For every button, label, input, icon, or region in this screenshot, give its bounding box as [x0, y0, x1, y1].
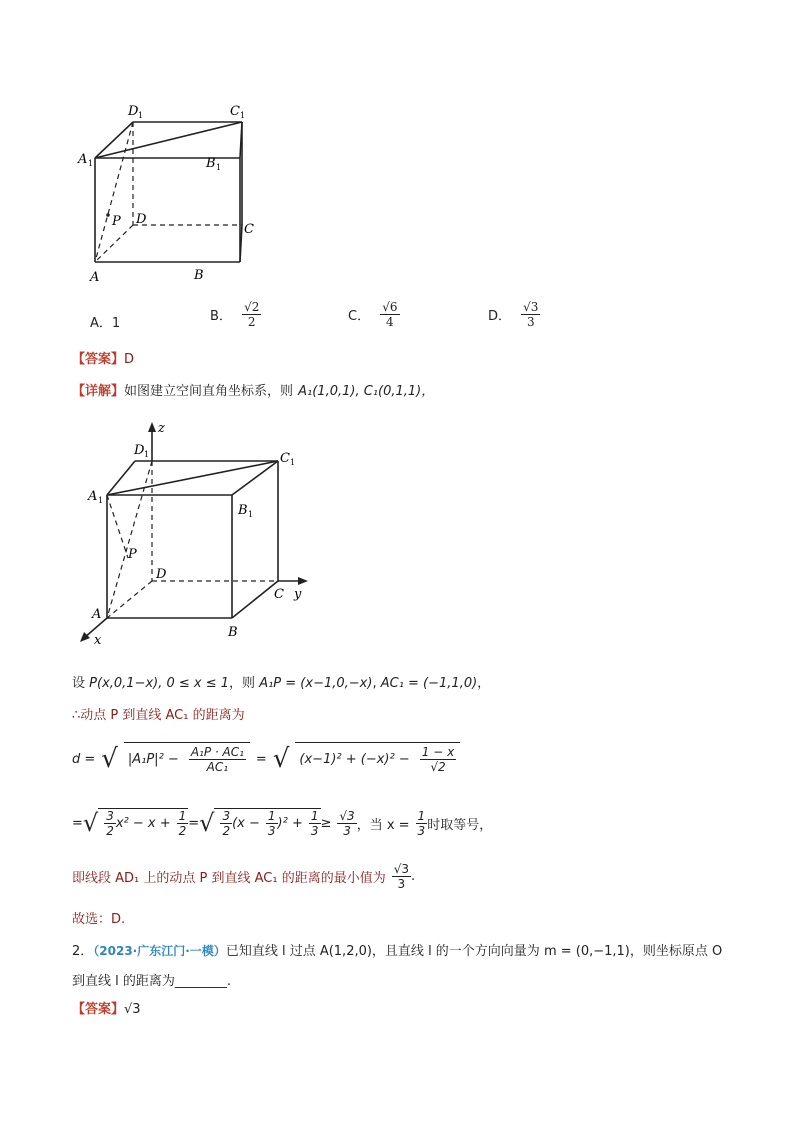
label2-B: B — [228, 625, 238, 640]
question-2-line2: 到直线 l 的距离为________. — [72, 974, 232, 989]
label-P: P — [112, 214, 121, 229]
label2-C: C — [274, 587, 284, 602]
label-B: B — [194, 268, 204, 283]
svg-text:1: 1 — [98, 496, 104, 505]
label2-A1: A — [88, 489, 98, 504]
label2-D: D — [156, 567, 167, 582]
label-C1: C — [230, 104, 240, 119]
svg-text:1: 1 — [216, 163, 222, 172]
choice-a[interactable]: A．1 — [90, 316, 121, 331]
label-A1: A — [78, 152, 88, 167]
svg-text:1: 1 — [88, 159, 94, 168]
detail-line: 【详解】如图建立空间直角坐标系，则 A₁(1,0,1), C₁(0,1,1)， — [72, 384, 435, 399]
label-D1: D — [128, 104, 139, 119]
question-2: 2．（2023·广东江门·一模）已知直线 l 过点 A(1,2,0)，且直线 l 的一个方向向量为 m = (0,−1,1)，则坐标原点 O — [72, 944, 723, 959]
formula-1: d = √ |A₁P|² − $\frac{\text{A₁P · AC₁}}{\text{AC₁}}$ = √ (x−1)² + (−x)² − $\frac{1 - x}{√2}$ — [72, 742, 460, 776]
conclusion: 即线段 AD₁ 上的动点 P 到直线 AC₁ 的距离的最小值为 $\frac{√3}{3}$ . — [72, 862, 416, 891]
svg-text:1: 1 — [290, 458, 296, 467]
label2-C1: C — [280, 451, 290, 466]
svg-text:1: 1 — [144, 450, 150, 459]
axis-y: y — [294, 587, 302, 602]
label2-A: A — [92, 607, 102, 622]
label-C: C — [244, 222, 254, 237]
step-2: ∴动点 P 到直线 AC₁ 的距离为 — [72, 708, 245, 723]
choose-line: 故选：D. — [72, 912, 126, 927]
label2-B1: B — [238, 503, 248, 518]
choice-c[interactable]: C． $\frac{√6}{4}$ — [348, 300, 398, 329]
choice-d[interactable]: D． $\frac{√3}{3}$ — [488, 300, 539, 329]
label-D: D — [136, 212, 147, 227]
answer-line-2: 【答案】√3 — [72, 1002, 141, 1017]
cube-figure-1 — [70, 95, 270, 295]
label2-D1: D — [134, 443, 145, 458]
svg-text:1: 1 — [240, 111, 246, 120]
label-A: A — [90, 270, 100, 285]
axis-x: x — [94, 633, 102, 648]
svg-text:1: 1 — [138, 111, 144, 120]
label2-P: P — [128, 547, 137, 562]
axis-z: z — [158, 421, 165, 436]
answer-line-1: 【答案】D — [72, 352, 135, 367]
step-1: 设 P(x,0,1−x), 0 ≤ x ≤ 1，则 A₁P = (x−1,0,−x), AC₁ = (−1,1,0)， — [72, 676, 491, 691]
cube-figure-2 — [70, 418, 330, 648]
formula-2: = √ $\frac{3}{2}$ x² − x + $\frac{1}{2}$ = √ $\frac{3}{2}$ (x − $\frac{1}{3}$ )² + $\frac{1}{3}$ ≥ $\frac{√3}{3}$ ，当 x = $\frac{1}{3}$ 时取等号， — [72, 808, 493, 838]
svg-text:1: 1 — [248, 510, 254, 519]
choice-b[interactable]: B． $\frac{√2}{2}$ — [210, 300, 260, 329]
label-B1: B — [206, 156, 216, 171]
